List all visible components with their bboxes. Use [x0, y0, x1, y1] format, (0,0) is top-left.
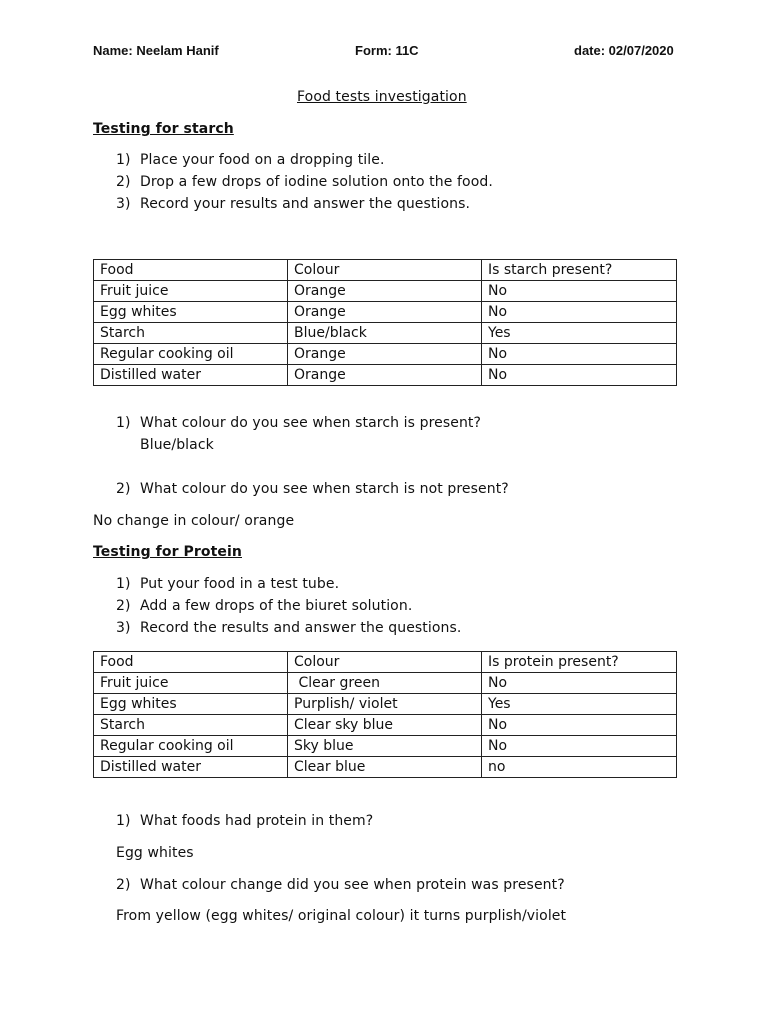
table-cell: Clear green	[288, 673, 482, 694]
table-row	[94, 757, 677, 778]
table-cell: Orange	[288, 365, 482, 386]
protein-step	[116, 620, 461, 636]
table-header-row	[94, 260, 677, 281]
table-row	[94, 323, 677, 344]
table-row	[94, 365, 677, 386]
table-row	[94, 736, 677, 757]
table-cell: Clear sky blue	[288, 715, 482, 736]
protein-question	[116, 877, 565, 893]
table-row	[94, 715, 677, 736]
table-cell: No	[482, 344, 677, 365]
step-text: Record the results and answer the questions.	[140, 620, 462, 636]
table-cell: no	[482, 757, 677, 778]
question-text: What colour do you see when starch is present?	[140, 415, 482, 431]
question-number: 2)	[116, 877, 131, 893]
table-row	[94, 302, 677, 323]
protein-question	[116, 813, 373, 829]
step-text: Put your food in a test tube.	[140, 576, 340, 592]
table-cell: Yes	[482, 323, 677, 344]
table-cell: Orange	[288, 281, 482, 302]
table-cell: No	[482, 736, 677, 757]
step-text: Place your food on a dropping tile.	[140, 152, 385, 168]
form-label: Form: 11C	[355, 43, 419, 58]
table-cell: Orange	[288, 344, 482, 365]
table-cell: No	[482, 302, 677, 323]
question-text: What colour change did you see when protein was present?	[140, 877, 565, 893]
table-header-cell: Colour	[288, 260, 482, 281]
starch-answer: Blue/black	[140, 437, 214, 453]
table-cell: Distilled water	[94, 365, 288, 386]
table-cell: Yes	[482, 694, 677, 715]
step-number: 3)	[116, 620, 131, 636]
question-number: 1)	[116, 415, 131, 431]
table-cell: Egg whites	[94, 694, 288, 715]
protein-step	[116, 598, 412, 614]
table-cell: Egg whites	[94, 302, 288, 323]
protein-answer: From yellow (egg whites/ original colour) it turns purplish/violet	[116, 908, 567, 924]
step-number: 2)	[116, 598, 131, 614]
question-text: What foods had protein in them?	[140, 813, 374, 829]
table-row	[94, 281, 677, 302]
table-cell: No	[482, 365, 677, 386]
starch-heading: Testing for starch	[93, 121, 234, 137]
step-number: 3)	[116, 196, 131, 212]
starch-answer: No change in colour/ orange	[93, 513, 295, 529]
question-number: 1)	[116, 813, 131, 829]
table-cell: Starch	[94, 715, 288, 736]
table-cell: Regular cooking oil	[94, 344, 288, 365]
starch-results-table	[93, 259, 677, 386]
date-label: date: 02/07/2020	[574, 43, 674, 58]
protein-results-table	[93, 651, 677, 778]
table-header-cell: Food	[94, 260, 288, 281]
table-cell: Fruit juice	[94, 673, 288, 694]
table-row	[94, 344, 677, 365]
starch-step	[116, 174, 493, 190]
starch-step	[116, 152, 385, 168]
table-cell: Starch	[94, 323, 288, 344]
table-cell: Distilled water	[94, 757, 288, 778]
starch-question	[116, 481, 509, 497]
step-number: 1)	[116, 576, 131, 592]
step-number: 2)	[116, 174, 131, 190]
protein-step	[116, 576, 339, 592]
table-cell: Clear blue	[288, 757, 482, 778]
table-cell: No	[482, 673, 677, 694]
protein-heading: Testing for Protein	[93, 544, 242, 560]
table-header-cell: Is starch present?	[482, 260, 677, 281]
table-header-cell: Food	[94, 652, 288, 673]
step-text: Drop a few drops of iodine solution onto the food.	[140, 174, 493, 190]
table-cell: No	[482, 281, 677, 302]
table-row	[94, 694, 677, 715]
step-number: 1)	[116, 152, 131, 168]
protein-answer: Egg whites	[116, 845, 194, 861]
table-cell: Blue/black	[288, 323, 482, 344]
page-title: Food tests investigation	[297, 89, 467, 105]
question-number: 2)	[116, 481, 131, 497]
question-text: What colour do you see when starch is not present?	[140, 481, 509, 497]
table-header-cell: Is protein present?	[482, 652, 677, 673]
step-text: Record your results and answer the questions.	[140, 196, 471, 212]
table-cell: No	[482, 715, 677, 736]
table-header-row	[94, 652, 677, 673]
table-cell: Fruit juice	[94, 281, 288, 302]
table-row	[94, 673, 677, 694]
table-header-cell: Colour	[288, 652, 482, 673]
table-cell: Orange	[288, 302, 482, 323]
starch-question	[116, 415, 481, 431]
starch-step	[116, 196, 470, 212]
student-name: Name: Neelam Hanif	[93, 43, 219, 58]
table-cell: Regular cooking oil	[94, 736, 288, 757]
table-cell: Purplish/ violet	[288, 694, 482, 715]
table-cell: Sky blue	[288, 736, 482, 757]
step-text: Add a few drops of the biuret solution.	[140, 598, 413, 614]
